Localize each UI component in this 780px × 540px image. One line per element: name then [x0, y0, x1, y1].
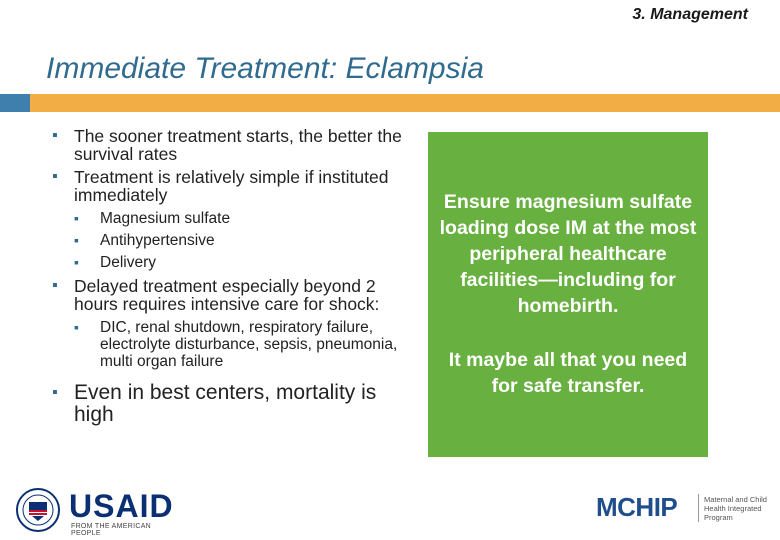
- slide-title: Immediate Treatment: Eclampsia: [46, 52, 484, 85]
- bullet-mortality: ▪ Even in best centers, mortality is high: [52, 382, 412, 426]
- treatment-sub-list: [52, 210, 412, 271]
- sub-bullet-magnesium: ▪ Magnesium sulfate: [52, 210, 412, 227]
- callout-box: [428, 132, 708, 457]
- usaid-logo: [16, 486, 176, 537]
- rule-blue-segment: [0, 94, 30, 112]
- mchip-description: Maternal and Child Health Integrated Program: [704, 495, 767, 522]
- complications-sub-list: [52, 319, 412, 370]
- rule-orange-segment: [30, 94, 780, 112]
- bullet-delayed-treatment: ▪ Delayed treatment especially beyond 2 hours requires intensive care for shock:: [52, 277, 412, 313]
- sub-bullet-antihypertensive: ▪ Antihypertensive: [52, 232, 412, 249]
- section-label: 3. Management: [632, 6, 748, 23]
- title-rule: [0, 94, 780, 112]
- usaid-seal-icon: [16, 488, 60, 532]
- sub-bullet-delivery: ▪ Delivery: [52, 254, 412, 271]
- sub-bullet-complications: ▪ DIC, renal shutdown, respiratory failure, electrolyte disturbance, sepsis, pneumonia, multi organ failure: [52, 319, 412, 370]
- bullet-sooner-treatment: ▪ The sooner treatment starts, the better the survival rates: [52, 127, 412, 163]
- mchip-wordmark: MCHIP: [596, 492, 678, 522]
- mchip-separator: [698, 494, 699, 522]
- callout-text-2: It maybe all that you need for safe transfer.: [448, 349, 688, 397]
- bullet-list: [52, 127, 412, 431]
- usaid-tagline: FROM THE AMERICAN PEOPLE: [71, 523, 152, 537]
- mchip-logo: [592, 486, 772, 530]
- bullet-treatment-simple: ▪ Treatment is relatively simple if instituted immediately: [52, 168, 412, 204]
- callout-text-1: Ensure magnesium sulfate loading dose IM at the most peripheral healthcare facilities—including for homebirth.: [439, 191, 697, 317]
- usaid-wordmark: USAID: [69, 488, 174, 524]
